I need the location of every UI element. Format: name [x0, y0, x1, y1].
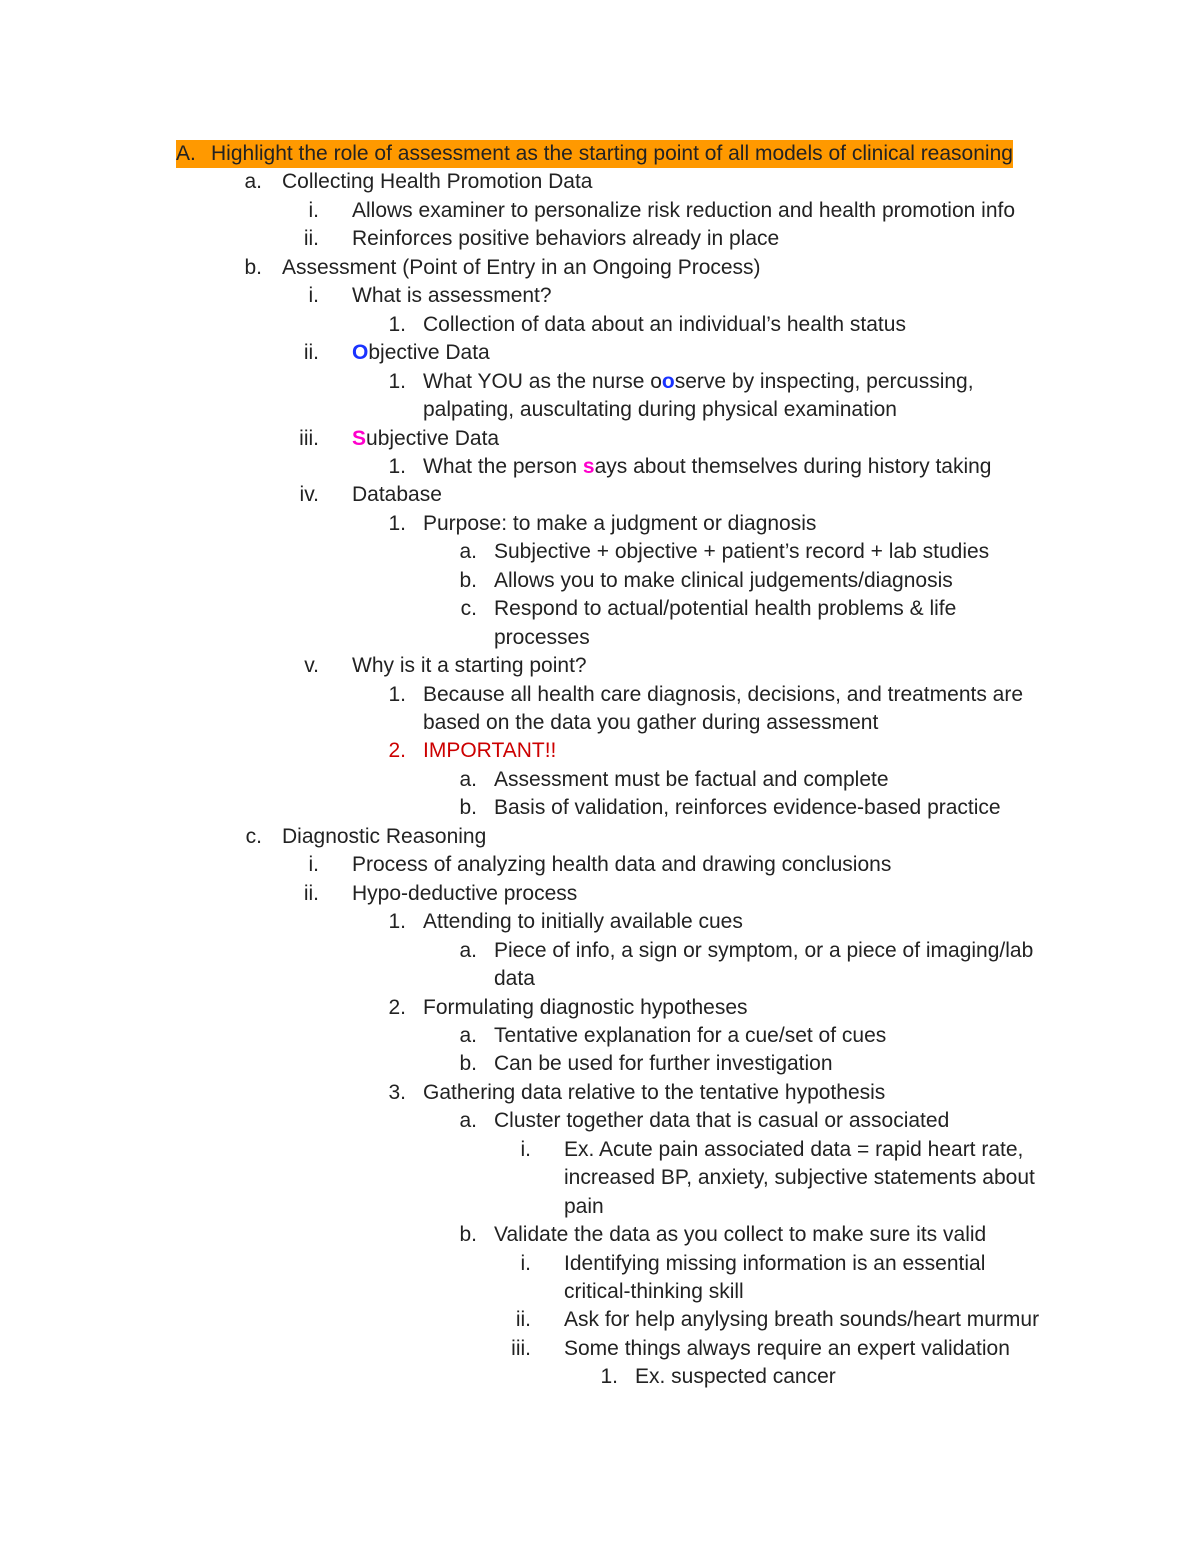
- list-item: [0, 1164, 1200, 1192]
- list-item-text: processes: [494, 625, 590, 649]
- text-segment: ubjective Data: [366, 426, 500, 450]
- list-item-text: Formulating diagnostic hypotheses: [423, 995, 748, 1019]
- list-item-text: critical-thinking skill: [564, 1280, 744, 1303]
- list-marker: 1.: [388, 454, 406, 478]
- list-item-text: Ex. suspected cancer: [635, 1365, 836, 1389]
- list-marker: a.: [244, 170, 262, 194]
- list-item: [0, 652, 1200, 680]
- list-marker: b.: [244, 255, 262, 279]
- list-item: [0, 1278, 1200, 1306]
- list-item-text: increased BP, anxiety, subjective statements about: [564, 1166, 1035, 1190]
- list-item: [0, 965, 1200, 993]
- list-item: [0, 1107, 1200, 1135]
- list-marker: 1.: [388, 682, 406, 706]
- text-segment: ays about themselves during history taking: [594, 454, 992, 478]
- list-item: [0, 681, 1200, 709]
- list-item: [0, 737, 1200, 765]
- text-segment: What the person: [423, 454, 583, 478]
- list-marker: a.: [459, 540, 477, 564]
- list-item: [0, 1221, 1200, 1249]
- list-marker: a.: [459, 767, 477, 791]
- list-item-text: Process of analyzing health data and drawing conclusions: [352, 853, 892, 877]
- list-marker: ii.: [515, 1308, 531, 1332]
- list-item: [0, 1136, 1200, 1164]
- list-item: [0, 396, 1200, 424]
- list-marker: c.: [245, 824, 262, 848]
- list-item: [0, 851, 1200, 879]
- list-marker: a.: [459, 938, 477, 962]
- list-marker: 1.: [388, 511, 406, 535]
- list-marker: b.: [459, 1052, 477, 1076]
- list-item: [0, 339, 1200, 367]
- list-item-text: [352, 425, 499, 453]
- list-item-text: Validate the data as you collect to make sure its valid: [494, 1223, 987, 1247]
- list-item-text: Diagnostic Reasoning: [282, 824, 487, 848]
- list-marker: 1.: [388, 369, 406, 393]
- list-item-text: Gathering data relative to the tentative hypothesis: [423, 1080, 886, 1104]
- list-item: [0, 1363, 1200, 1391]
- list-marker: i.: [308, 853, 319, 877]
- list-item: [0, 1022, 1200, 1050]
- list-item: [0, 1306, 1200, 1334]
- heading-text: Highlight the role of assessment as the starting point of all models of clinical reasoning: [211, 140, 1013, 168]
- list-item-text: Why is it a starting point?: [352, 654, 587, 678]
- list-item: [0, 254, 1200, 282]
- list-item-text: [352, 339, 490, 367]
- list-marker: b.: [459, 568, 477, 592]
- list-marker: ii.: [303, 881, 319, 905]
- text-segment: What YOU as the nurse o: [423, 369, 662, 393]
- list-item: [0, 624, 1200, 652]
- list-item-text: Because all health care diagnosis, decisions, and treatments are: [423, 682, 1024, 706]
- list-item-text: Some things always require an expert validation: [564, 1336, 1010, 1360]
- list-item-text: Cluster together data that is casual or associated: [494, 1109, 950, 1133]
- accent-letter: s: [582, 454, 595, 478]
- heading-line: [0, 140, 1200, 168]
- list-item-text: Collecting Health Promotion Data: [282, 170, 593, 194]
- list-item: [0, 908, 1200, 936]
- list-item: [0, 595, 1200, 623]
- list-item: [0, 1335, 1200, 1363]
- list-item: [0, 567, 1200, 595]
- list-marker: b.: [459, 796, 477, 820]
- heading-marker: A.: [176, 140, 211, 168]
- list-item-text: Collection of data about an individual’s health status: [423, 312, 906, 336]
- list-item: [0, 538, 1200, 566]
- list-item: [0, 225, 1200, 253]
- list-item-text: Reinforces positive behaviors already in place: [352, 227, 780, 251]
- list-item-text: Subjective + objective + patient’s record + lab studies: [494, 540, 990, 564]
- list-marker: v.: [304, 654, 319, 678]
- list-item-text: What is assessment?: [352, 284, 552, 308]
- list-item: [0, 311, 1200, 339]
- list-item-text: [423, 453, 992, 481]
- list-item: [0, 368, 1200, 396]
- list-item: [0, 510, 1200, 538]
- list-item: [0, 282, 1200, 310]
- list-item: [0, 709, 1200, 737]
- list-item-text: Ex. Acute pain associated data = rapid heart rate,: [564, 1137, 1024, 1161]
- list-item-text: Basis of validation, reinforces evidence-based practice: [494, 796, 1001, 820]
- list-item-text: Ask for help anylysing breath sounds/heart murmur: [564, 1308, 1040, 1332]
- list-item-text: Piece of info, a sign or symptom, or a piece of imaging/lab: [494, 938, 1034, 962]
- list-item: [0, 1250, 1200, 1278]
- list-marker: c.: [460, 597, 477, 621]
- list-marker: 1.: [388, 910, 406, 934]
- list-item: [0, 481, 1200, 509]
- list-item: [0, 1050, 1200, 1078]
- list-item-text: Can be used for further investigation: [494, 1052, 833, 1076]
- list-item-text: palpating, auscultating during physical examination: [423, 398, 897, 422]
- accent-letter: S: [352, 426, 367, 450]
- list-marker: i.: [520, 1137, 531, 1161]
- list-marker: b.: [459, 1223, 477, 1247]
- list-item-text: Database: [352, 483, 442, 507]
- list-item: [0, 168, 1200, 196]
- list-item-text: Allows you to make clinical judgements/diagnosis: [494, 568, 953, 592]
- list-item: [0, 766, 1200, 794]
- list-item-text: pain: [564, 1194, 604, 1218]
- list-marker: iii.: [511, 1336, 531, 1360]
- list-marker: iv.: [299, 483, 319, 507]
- list-marker: 3.: [388, 1080, 406, 1104]
- list-item-text: [423, 368, 974, 396]
- list-item-text: Purpose: to make a judgment or diagnosis: [423, 511, 817, 535]
- list-item: [0, 937, 1200, 965]
- list-marker: 2.: [388, 739, 406, 763]
- list-item-text: Tentative explanation for a cue/set of cues: [494, 1023, 887, 1047]
- list-item-text: IMPORTANT!!: [423, 739, 557, 763]
- list-item: [0, 794, 1200, 822]
- list-marker: i.: [308, 284, 319, 308]
- list-marker: i.: [520, 1251, 531, 1275]
- list-marker: 1.: [600, 1365, 618, 1389]
- list-item: [0, 823, 1200, 851]
- accent-letter: o: [661, 369, 675, 393]
- list-marker: ii.: [303, 341, 319, 365]
- list-item: [0, 425, 1200, 453]
- text-segment: bjective Data: [368, 341, 490, 365]
- list-item-text: Assessment (Point of Entry in an Ongoing Process): [282, 255, 761, 279]
- list-item: [0, 453, 1200, 481]
- list-marker: a.: [459, 1023, 477, 1047]
- list-item: [0, 1193, 1200, 1221]
- list-item-text: Respond to actual/potential health problems & life: [494, 597, 957, 621]
- list-item-text: based on the data you gather during assessment: [423, 711, 879, 734]
- text-segment: serve by inspecting, percussing,: [674, 369, 974, 393]
- accent-letter: O: [352, 341, 369, 365]
- list-item: [0, 1079, 1200, 1107]
- list-marker: ii.: [303, 227, 319, 251]
- list-item-text: Hypo-deductive process: [352, 881, 578, 905]
- list-item: [0, 880, 1200, 908]
- list-marker: i.: [308, 198, 319, 222]
- list-marker: a.: [459, 1109, 477, 1133]
- list-marker: 2.: [388, 995, 406, 1019]
- list-item: [0, 197, 1200, 225]
- list-item-text: data: [494, 967, 535, 991]
- list-marker: 1.: [388, 312, 406, 336]
- list-item-text: Assessment must be factual and complete: [494, 767, 889, 791]
- list-marker: iii.: [299, 426, 319, 450]
- list-item: [0, 994, 1200, 1022]
- list-item-text: Allows examiner to personalize risk reduction and health promotion info: [352, 198, 1016, 222]
- list-item-text: Attending to initially available cues: [423, 910, 743, 934]
- list-item-text: Identifying missing information is an essential: [564, 1251, 986, 1275]
